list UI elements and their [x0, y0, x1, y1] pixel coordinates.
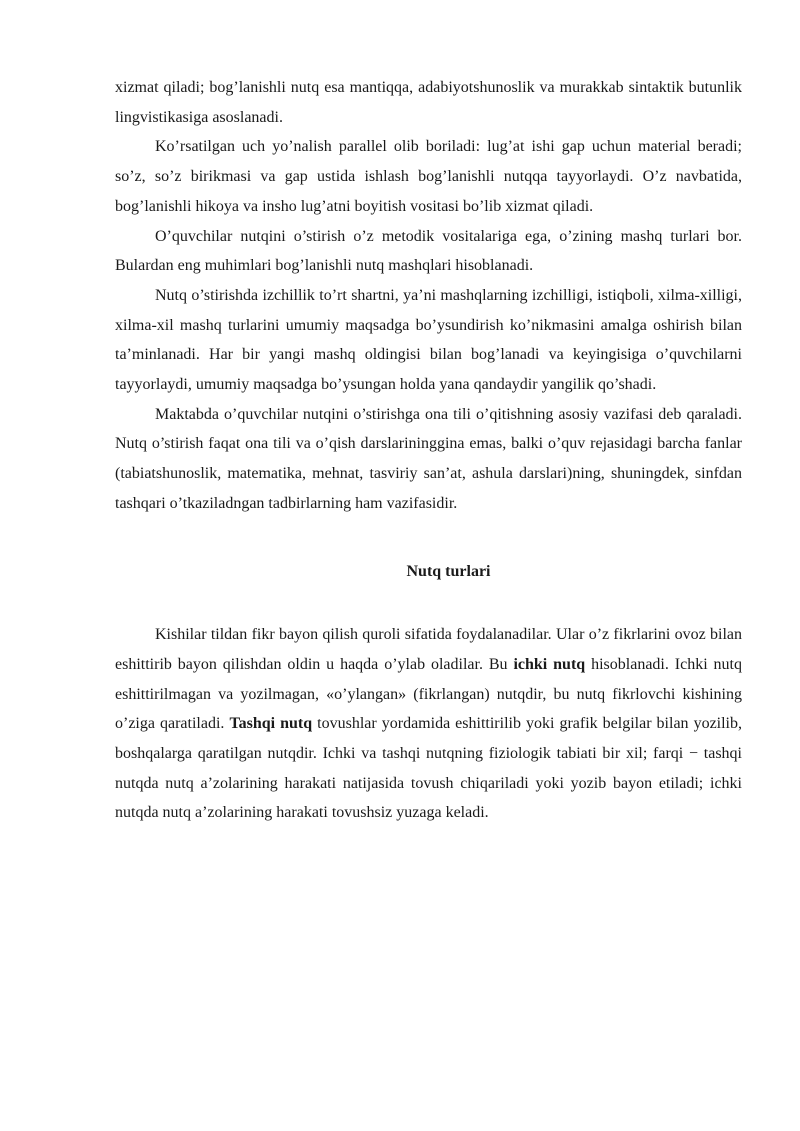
section-heading: Nutq turlari [406, 562, 491, 580]
text-segment: Kishilar tildan fikr bayon qilish quroli sifatida foydalanadilar. Ular o’z fikrlarini ovoz bilan eshittirib bayon qilishdan oldin u haqda o’ylab oladilar. Bu [115, 626, 742, 673]
paragraph-methodical-means: O’quvchilar nutqini o’stirish o’z metodik vositalariga ega, o’zining mashq turlari bor. Bulardan eng muhimlari bog’lanishli nutq mashqlari hisoblanadi. [115, 227, 742, 275]
term-inner-speech: ichki nutq [513, 655, 586, 673]
term-outer-speech: Tashqi nutq [229, 715, 313, 733]
paragraph-continuation: xizmat qiladi; bog’lanishli nutq esa mantiqqa, adabiyotshunoslik va murakkab sintaktik butunlik lingvistikasiga asoslanadi. [115, 79, 742, 126]
paragraph-school-task: Maktabda o’quvchilar nutqini o’stirishga ona tili o’qitishning asosiy vazifasi deb qaraladi. Nutq o’stirish faqat ona tili va o’qish darslarininggina emas, balki o’quv rejasidagi barcha fanlar (tabiatshunoslik, matematika, mehnat, tasviriy san’at, ashula darslari)ning, shuningdek, sinfdan tashqari o’tkaziladngan tadbirlarning ham vazifasidir. [115, 405, 742, 512]
document-page [115, 73, 742, 828]
paragraph-three-directions: Ko’rsatilgan uch yo’nalish parallel olib boriladi: lug’at ishi gap uchun material beradi; so’z, so’z birikmasi va gap ustida ishlash bog’lanishli nutqqa tayyorlaydi. O’z navbatida, bog’lanishli hikoya va insho lug’atni boyitish vositasi bo’lib xizmat qiladi. [115, 138, 742, 215]
text-segment: hisoblanadi. Ichki nutq eshittirilmagan va yozilmagan, «o’ylangan» (fikrlangan) nutqdir, bu nutq fikrlovchi kishining o’ziga qaratiladi. [115, 655, 742, 733]
paragraph-consistency: Nutq o’stirishda izchillik to’rt shartni, ya’ni mashqlarning izchilligi, istiqboli, xilma-xilligi, xilma-xil mashq turlarini umumiy maqsadga bo’ysundirish ko’nikmasini amalga oshirish bilan ta’minlanadi. Har bir yangi mashq oldingisi bilan bog’lanadi va keyingisiga o’quvchilarni tayyorlaydi, umumiy maqsadga bo’ysungan holda yana qandaydir yangilik qo’shadi. [115, 286, 742, 394]
paragraph-speech-types [115, 620, 742, 828]
text-segment: tovushlar yordamida eshittirilib yoki grafik belgilar bilan yozilib, boshqalarga qaratilgan nutqdir. Ichki va tashqi nutqning fiziologik tabiati bir xil; farqi − tashqi nutqda nutq a’zolarining harakati natijasida tovush chiqariladi yoki yozib bayon etiladi; ichki nutqda nutq a’zolarining harakati tovushsiz yuzaga keladi. [115, 715, 743, 822]
